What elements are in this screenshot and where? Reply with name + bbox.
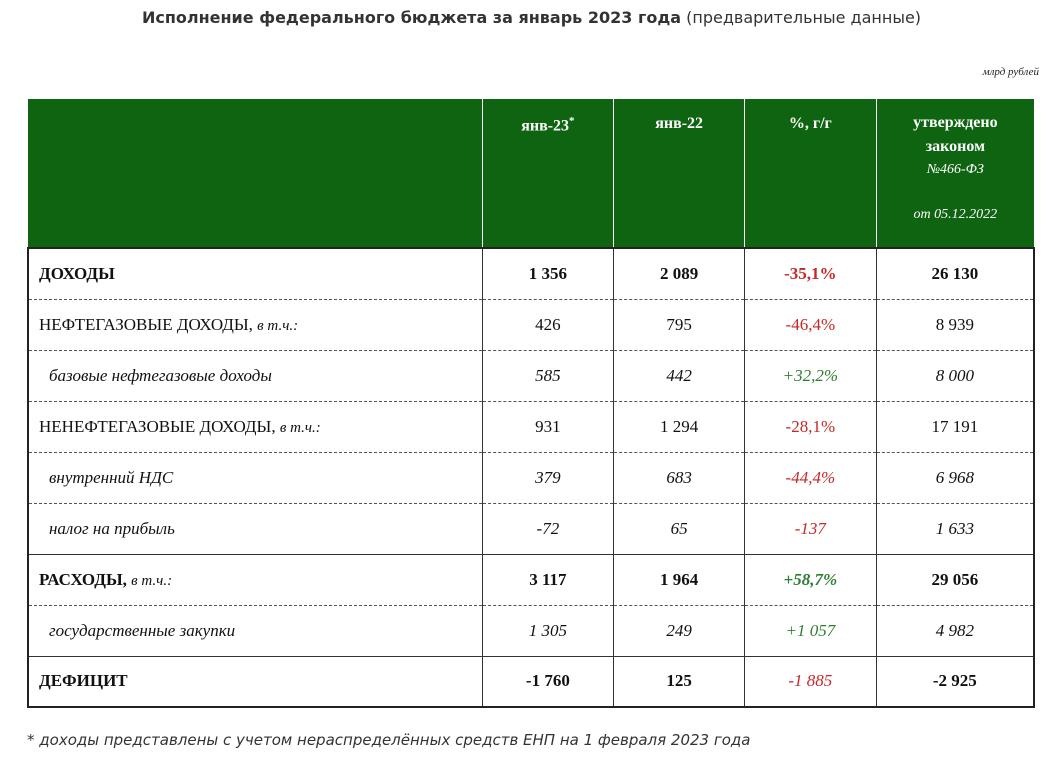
header-jan22: янв-22 (614, 99, 745, 248)
cell-approved: 8 939 (876, 299, 1034, 350)
header-approved-law: №466-ФЗ (926, 162, 984, 177)
row-label: государственные закупки (28, 605, 482, 656)
cell-yoy: -28,1% (744, 401, 876, 452)
cell-yoy: +1 057 (744, 605, 876, 656)
header-label-cell (28, 99, 482, 248)
table-row (28, 503, 1034, 554)
header-jan23-label: янв-23 (521, 117, 570, 135)
cell-jan22: 2 089 (614, 248, 745, 299)
cell-jan23: 1 356 (482, 248, 614, 299)
table-row (28, 401, 1034, 452)
cell-jan23: 426 (482, 299, 614, 350)
cell-jan23: -1 760 (482, 656, 614, 707)
row-label: внутренний НДС (28, 452, 482, 503)
table-row (28, 248, 1034, 299)
header-yoy: %, г/г (744, 99, 876, 248)
footnote: * доходы представлены с учетом нераспределённых средств ЕНП на 1 февраля 2023 года (27, 731, 751, 749)
row-label: налог на прибыль (28, 503, 482, 554)
cell-jan22: 125 (614, 656, 745, 707)
table-header-row (28, 99, 1034, 248)
cell-yoy: -1 885 (744, 656, 876, 707)
cell-approved: 1 633 (876, 503, 1034, 554)
row-label: НЕФТЕГАЗОВЫЕ ДОХОДЫ, (39, 314, 253, 334)
row-note: в т.ч.: (257, 317, 299, 334)
table-row (28, 554, 1034, 605)
cell-jan23: 931 (482, 401, 614, 452)
row-label-cell (28, 401, 482, 452)
cell-jan22: 795 (614, 299, 745, 350)
cell-yoy: -137 (744, 503, 876, 554)
cell-jan22: 65 (614, 503, 745, 554)
cell-jan22: 683 (614, 452, 745, 503)
header-jan23 (482, 99, 614, 248)
budget-table (27, 99, 1035, 708)
cell-jan23: 3 117 (482, 554, 614, 605)
row-label-cell (28, 299, 482, 350)
table-row (28, 605, 1034, 656)
cell-approved: 6 968 (876, 452, 1034, 503)
title-subtitle: (предварительные данные) (686, 8, 922, 27)
cell-jan23: -72 (482, 503, 614, 554)
row-label: ДОХОДЫ (28, 248, 482, 299)
row-note: в т.ч.: (279, 419, 321, 436)
cell-approved: 17 191 (876, 401, 1034, 452)
page-title (0, 8, 1063, 27)
header-approved-date: от 05.12.2022 (913, 207, 998, 222)
footnote-marker: * (569, 115, 575, 127)
cell-yoy: -35,1% (744, 248, 876, 299)
cell-approved: 8 000 (876, 350, 1034, 401)
cell-jan23: 1 305 (482, 605, 614, 656)
table-row (28, 350, 1034, 401)
row-label-cell (28, 554, 482, 605)
header-approved-l2: законом (925, 138, 985, 155)
cell-yoy: -46,4% (744, 299, 876, 350)
cell-jan22: 249 (614, 605, 745, 656)
cell-jan22: 442 (614, 350, 745, 401)
cell-jan23: 379 (482, 452, 614, 503)
table-row (28, 656, 1034, 707)
cell-yoy: +58,7% (744, 554, 876, 605)
header-approved (876, 99, 1034, 248)
cell-yoy: +32,2% (744, 350, 876, 401)
cell-jan22: 1 294 (614, 401, 745, 452)
row-label: базовые нефтегазовые доходы (28, 350, 482, 401)
row-note: в т.ч.: (131, 572, 173, 589)
title-main: Исполнение федерального бюджета за январь 2023 года (141, 8, 682, 27)
row-label: ДЕФИЦИТ (28, 656, 482, 707)
cell-approved: 4 982 (876, 605, 1034, 656)
cell-jan23: 585 (482, 350, 614, 401)
cell-approved: 29 056 (876, 554, 1034, 605)
cell-jan22: 1 964 (614, 554, 745, 605)
table-row (28, 299, 1034, 350)
header-approved-l1: утверждено (913, 114, 998, 131)
cell-approved: 26 130 (876, 248, 1034, 299)
cell-yoy: -44,4% (744, 452, 876, 503)
row-label: НЕНЕФТЕГАЗОВЫЕ ДОХОДЫ, (39, 416, 276, 436)
row-label: РАСХОДЫ, (39, 569, 127, 589)
table-row (28, 452, 1034, 503)
cell-approved: -2 925 (876, 656, 1034, 707)
units-label: млрд рублей (982, 66, 1039, 78)
